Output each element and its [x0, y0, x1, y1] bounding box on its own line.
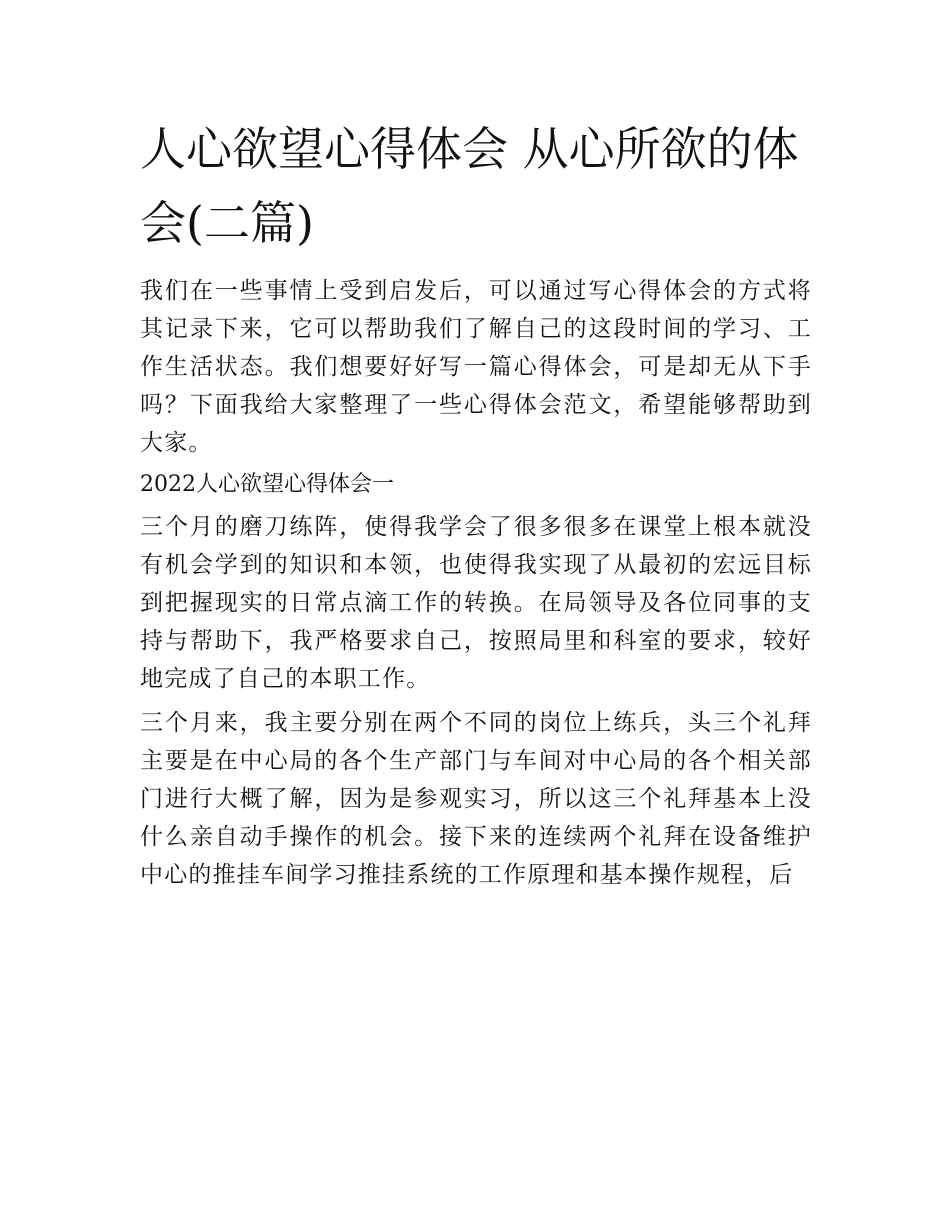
section-heading: 2022人心欲望心得体会一 — [140, 472, 394, 497]
intro-paragraph: 我们在一些事情上受到启发后，可以通过写心得体会的方式将其记录下来，它可以帮助我们了解自己的这段时间的学习、工作生活状态。我们想要好好写一篇心得体会，可是却无从下手吗？下面我给大家整理了一些心得体会范文，希望能够帮助到大家。 — [140, 278, 812, 456]
document-title: 人心欲望心得体会 从心所欲的体会(二篇) — [140, 122, 799, 250]
document-body — [140, 112, 812, 894]
body-paragraph-1: 三个月的磨刀练阵，使得我学会了很多很多在课堂上根本就没有机会学到的知识和本领，也使得我实现了从最初的宏远目标到把握现实的日常点滴工作的转换。在局领导及各位同事的支持与帮助下，我严格要求自己，按照局里和科室的要求，较好地完成了自己的本职工作。 — [140, 514, 812, 692]
body-paragraph-2: 三个月来，我主要分别在两个不同的岗位上练兵，头三个礼拜主要是在中心局的各个生产部门与车间对中心局的各个相关部门进行大概了解，因为是参观实习，所以这三个礼拜基本上没什么亲自动手操作的机会。接下来的连续两个礼拜在设备维护中心的推挂车间学习推挂系统的工作原理和基本操作规程，后 — [140, 710, 812, 888]
